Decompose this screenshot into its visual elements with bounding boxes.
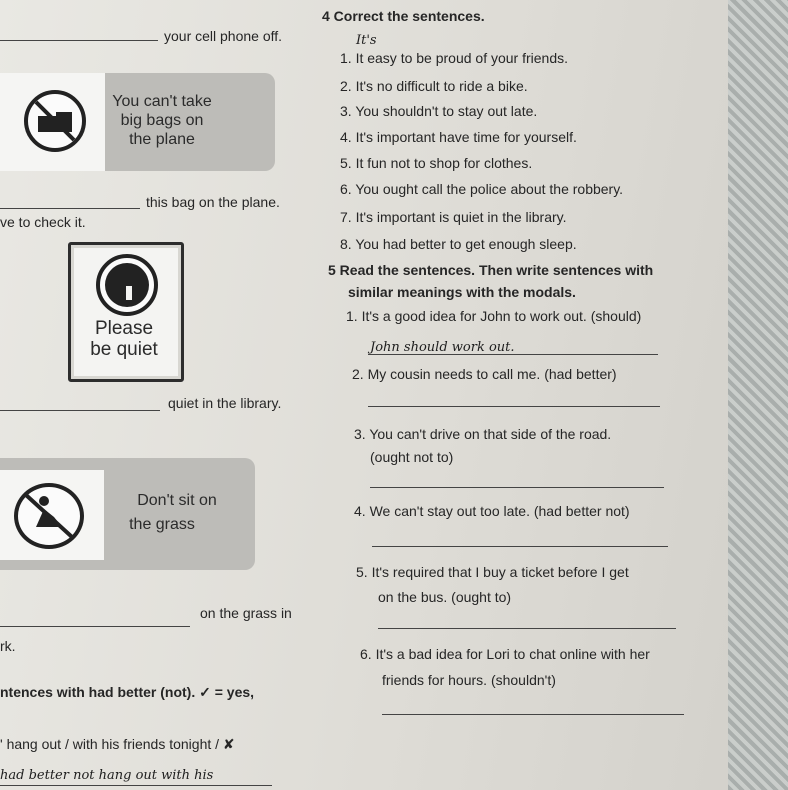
background-fabric — [728, 0, 788, 790]
exercise5-item: (ought not to) — [370, 449, 454, 465]
answer-line — [370, 487, 664, 488]
bag-caption: this bag on the plane. — [146, 194, 280, 210]
bottom-instruction: ntences with had better (not). ✓ = yes, — [0, 684, 255, 700]
no-bag-icon — [24, 90, 86, 152]
exercise5-item: 4. We can't stay out too late. (had better not) — [354, 503, 630, 519]
grass-sign-line2: the grass — [129, 516, 195, 533]
answer-line — [0, 40, 158, 41]
exercise5-heading: similar meanings with the modals. — [348, 284, 576, 300]
exercise4-item: 6. You ought call the police about the robbery. — [340, 181, 624, 197]
exercise5-item: friends for hours. (shouldn't) — [382, 672, 556, 688]
exercise4-item: 4. It's important have time for yourself. — [340, 129, 577, 145]
phone-text: your cell phone off. — [164, 28, 283, 44]
exercise4-item: 1. It easy to be proud of your friends. — [340, 50, 569, 66]
quiet-sign-line2: be quiet — [90, 339, 158, 360]
grass-caption: on the grass in — [200, 605, 292, 621]
grass-sign-line1: Don't sit on — [137, 492, 217, 509]
exercise4-correction: It's — [356, 33, 377, 48]
bottom-answer: had better not hang out with his — [0, 768, 214, 783]
exercise5-item: 2. My cousin needs to call me. (had better) — [352, 366, 617, 382]
exercise4-item: 2. It's no difficult to ride a bike. — [340, 78, 528, 94]
no-sitting-icon — [14, 483, 84, 549]
answer-line — [0, 410, 160, 411]
exercise5-item: 1. It's a good idea for John to work out. (should) — [346, 308, 642, 324]
answer-line — [378, 628, 676, 629]
exercise4-item: 5. It fun not to shop for clothes. — [340, 155, 533, 171]
exercise4-item: 7. It's important is quiet in the library. — [340, 209, 567, 225]
answer-line — [0, 208, 140, 209]
exercise4-item: 8. You had better to get enough sleep. — [340, 236, 577, 252]
quiet-face-icon — [96, 254, 158, 316]
answer-line — [368, 406, 660, 407]
exercise5-item: 3. You can't drive on that side of the road. — [354, 426, 612, 442]
rk-text: rk. — [0, 638, 16, 654]
exercise5-item: 5. It's required that I buy a ticket before I get — [356, 564, 629, 580]
answer-line — [382, 714, 684, 715]
answer-line — [372, 546, 668, 547]
answer-line — [0, 626, 190, 627]
quiet-caption: quiet in the library. — [168, 395, 282, 411]
exercise5-answer: John should work out. — [370, 340, 515, 355]
exercise5-item: on the bus. (ought to) — [378, 589, 512, 605]
exercise4-item: 3. You shouldn't to stay out late. — [340, 103, 538, 119]
answer-line — [368, 354, 658, 355]
bottom-item: ' hang out / with his friends tonight / ✘ — [0, 736, 235, 752]
exercise5-heading: 5 Read the sentences. Then write sentences with — [328, 262, 654, 278]
answer-line — [0, 785, 272, 786]
exercise4-heading: 4 Correct the sentences. — [322, 8, 485, 24]
exercise5-item: 6. It's a bad idea for Lori to chat online with her — [360, 646, 650, 662]
bag-sign-text: You can't take big bags on the plane — [112, 93, 212, 148]
quiet-sign-line1: Please — [94, 318, 154, 339]
check-text: ve to check it. — [0, 214, 86, 230]
